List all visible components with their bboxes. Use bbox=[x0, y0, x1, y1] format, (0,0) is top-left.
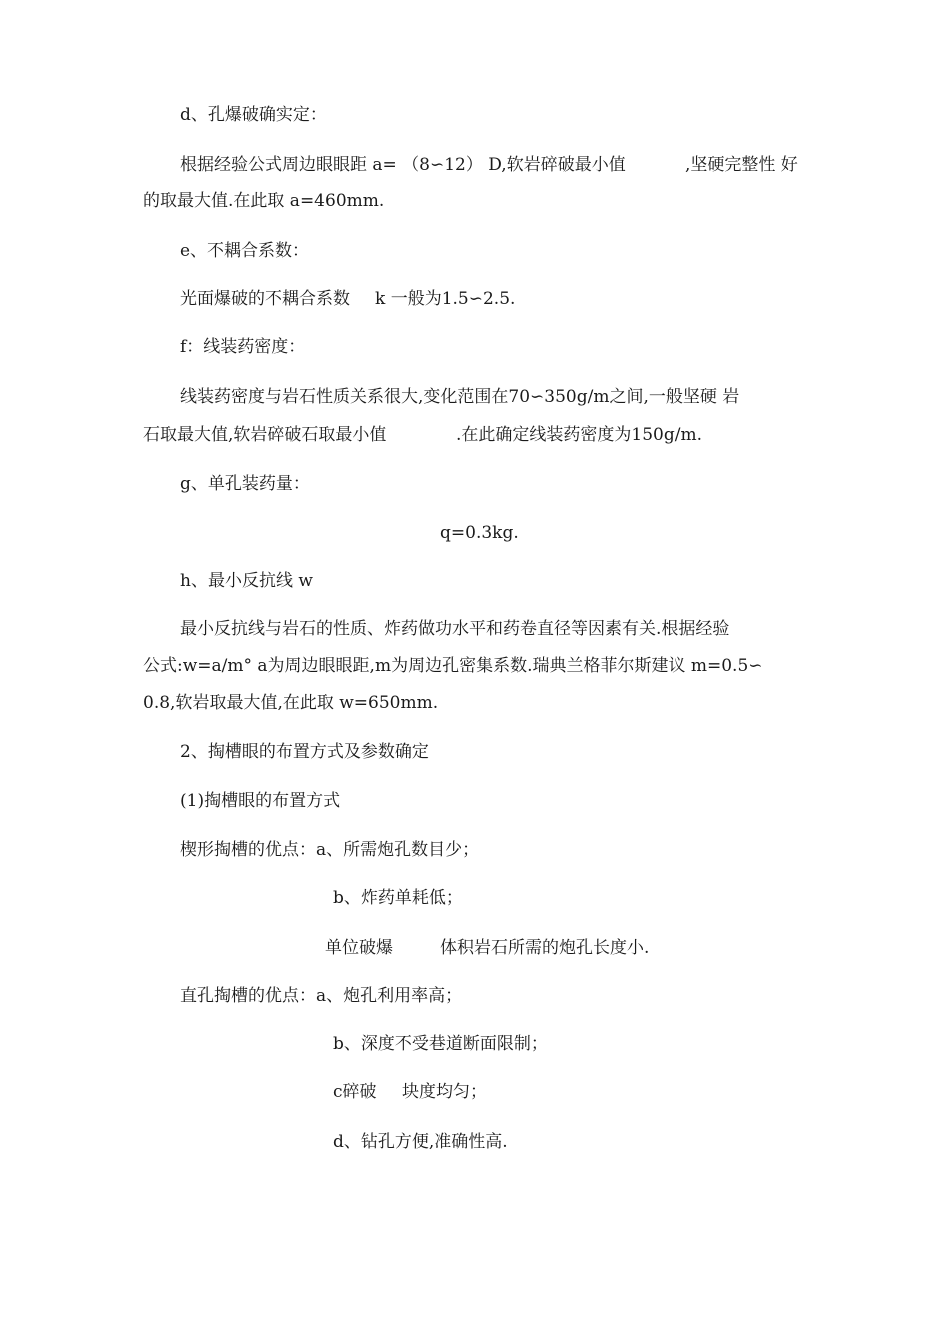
list-item: 直孔掏槽的优点：a、炮孔利用率高； bbox=[180, 986, 463, 1006]
heading-h-burden: h、最小反抗线 w bbox=[180, 571, 313, 591]
paragraph-line: 公式:w=a/m° a为周边眼眼距,m为周边孔密集系数.瑞典兰格菲尔斯建议 m=0.5∽ bbox=[143, 656, 763, 676]
list-item: b、深度不受巷道断面限制； bbox=[333, 1034, 548, 1054]
list-item: 单位破爆 bbox=[325, 938, 393, 958]
subheading-cut-layout: (1)掏槽眼的布置方式 bbox=[180, 791, 341, 811]
paragraph-line: .在此确定线装药密度为150g/m. bbox=[456, 425, 702, 445]
paragraph-line: ,坚硬完整性 好 bbox=[685, 155, 798, 175]
paragraph-line: 石取最大值,软岩碎破石取最小值 bbox=[143, 425, 387, 445]
list-item: d、钻孔方便,准确性高. bbox=[333, 1132, 508, 1152]
paragraph-line: 最小反抗线与岩石的性质、炸药做功水平和药卷直径等因素有关.根据经验 bbox=[180, 619, 730, 639]
paragraph-line: 0.8,软岩取最大值,在此取 w=650mm. bbox=[143, 693, 439, 713]
heading-g-charge-per-hole: g、单孔装药量： bbox=[180, 474, 310, 494]
list-item: 体积岩石所需的炮孔长度小. bbox=[440, 938, 650, 958]
list-item: 楔形掏槽的优点：a、所需炮孔数目少； bbox=[180, 840, 480, 860]
paragraph-line: 的取最大值.在此取 a=460mm. bbox=[143, 191, 385, 211]
paragraph-line: 根据经验公式周边眼眼距 a= （8∽12） D,软岩碎破最小值 bbox=[180, 155, 626, 175]
heading-f-charge-density: f：线装药密度： bbox=[180, 337, 306, 357]
list-item: b、炸药单耗低； bbox=[333, 888, 463, 908]
paragraph-line: 线装药密度与岩石性质关系很大,变化范围在70∽350g/m之间,一般坚硬 岩 bbox=[180, 387, 740, 407]
list-item: c碎破 bbox=[333, 1082, 377, 1102]
heading-d-hole-spacing: d、孔爆破确实定： bbox=[180, 105, 327, 125]
paragraph-line: k 一般为1.5∽2.5. bbox=[375, 289, 516, 309]
paragraph-line: 光面爆破的不耦合系数 bbox=[180, 289, 350, 309]
list-item: 块度均匀； bbox=[402, 1082, 487, 1102]
formula-line: q=0.3kg. bbox=[440, 523, 519, 543]
heading-e-decoupling: e、不耦合系数： bbox=[180, 241, 310, 261]
heading-cut-holes: 2、掏槽眼的布置方式及参数确定 bbox=[180, 742, 429, 762]
